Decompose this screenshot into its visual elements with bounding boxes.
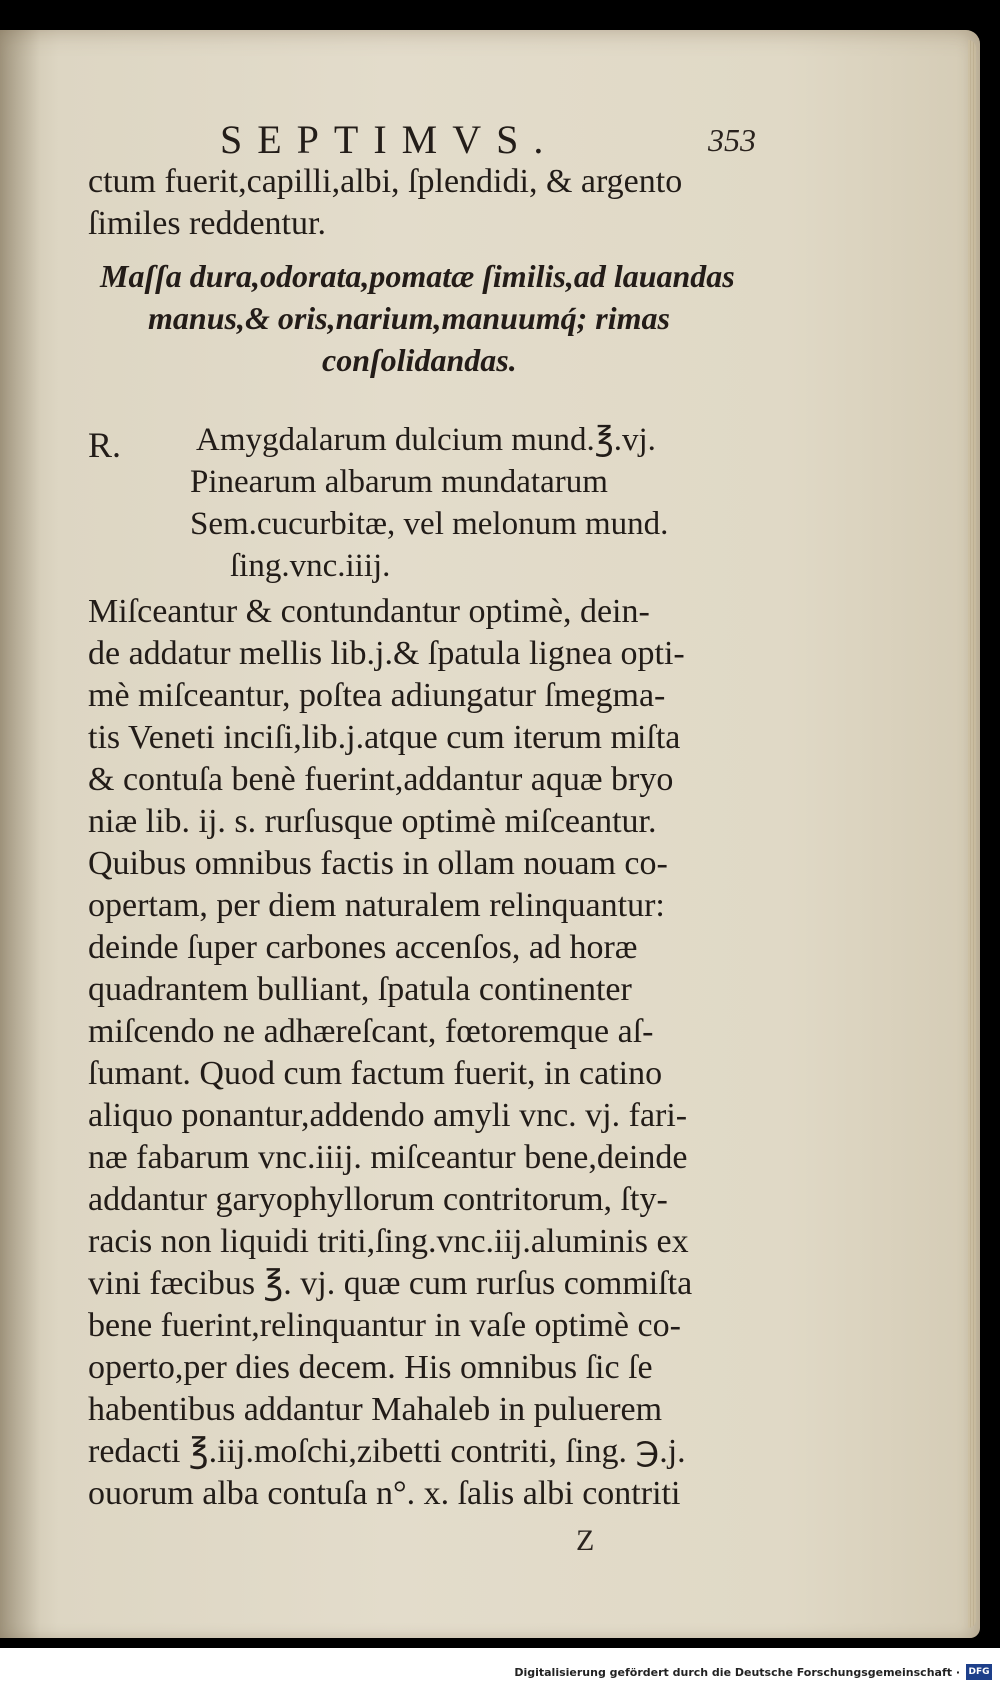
text-line: Miſceantur & contundantur optimè, dein- [88,593,650,630]
recipe-heading-line: manus,& oris,narium,manuumq́; rimas [148,300,670,336]
text-line: habentibus addantur Mahaleb in puluerem [88,1391,663,1428]
text-line: ouorum alba contuſa n°. x. ſalis albi contriti [88,1475,681,1512]
ingredient-line: ſing.vnc.iiij. [230,548,391,584]
recipe-heading-line: conſolidandas. [322,342,517,378]
text-line: tis Veneti inciſi,lib.j.atque cum iterum miſta [88,719,681,756]
text-line: Quibus omnibus factis in ollam nouam co- [88,845,668,882]
ingredient-line: Pinearum albarum mundatarum [190,464,608,500]
text-line: ſimiles reddentur. [88,205,326,242]
ingredient-line: Sem.cucurbitæ, vel melonum mund. [190,506,669,542]
book-page [0,30,980,1638]
text-line: quadrantem bulliant, ſpatula continenter [88,971,632,1008]
text-line: ctum fuerit,capilli,albi, ſplendidi, & argento [88,163,683,200]
recipe-heading-line: Maſſa dura,odorata,pomatæ ſimilis,ad lauandas [100,258,735,294]
footer-bar [0,1648,1000,1688]
text-line: bene fuerint,relinquantur in vaſe optimè co- [88,1307,681,1344]
text-line: mè miſceantur, poſtea adiungatur ſmegma- [88,677,666,714]
text-line: næ fabarum vnc.iiij. miſceantur bene,deinde [88,1139,688,1176]
text-line: de addatur mellis lib.j.& ſpatula lignea opti- [88,635,685,672]
text-line: niæ lib. ij. s. rurſusque optimè miſceantur. [88,803,657,840]
signature-mark: Z [576,1524,595,1557]
page-number: 353 [708,122,756,158]
recipe-mark: R. [88,425,122,465]
text-line: vini fæcibus ℥. vj. quæ cum rurſus commiſta [88,1265,693,1302]
text-line: racis non liquidi triti,ſing.vnc.iij.aluminis ex [88,1223,689,1260]
text-line: aliquo ponantur,addendo amyli vnc. vj. fari- [88,1097,688,1134]
page-edge [968,40,976,1628]
text-line: addantur garyophyllorum contritorum, ſty- [88,1181,668,1218]
text-line: miſcendo ne adhæreſcant, fœtoremque aſ- [88,1013,654,1050]
text-line: redacti ℥.iij.moſchi,zibetti contriti, ſing. ℈.j. [88,1433,686,1470]
text-line: operto,per dies decem. His omnibus ſic ſe [88,1349,653,1386]
text-line: & contuſa benè fuerint,addantur aquæ bryo [88,761,674,798]
running-head: SEPTIMVS. [220,117,559,162]
text-line: ſumant. Quod cum factum fuerit, in catino [88,1055,663,1092]
text-line: deinde ſuper carbones accenſos, ad horæ [88,929,638,966]
ingredient-line: Amygdalarum dulcium mund.℥.vj. [196,422,656,458]
text-line: opertam, per diem naturalem relinquantur: [88,887,665,924]
dfg-logo: DFG [966,1664,992,1680]
funding-credit: Digitalisierung gefördert durch die Deutsche Forschungsgemeinschaft · [514,1666,960,1679]
